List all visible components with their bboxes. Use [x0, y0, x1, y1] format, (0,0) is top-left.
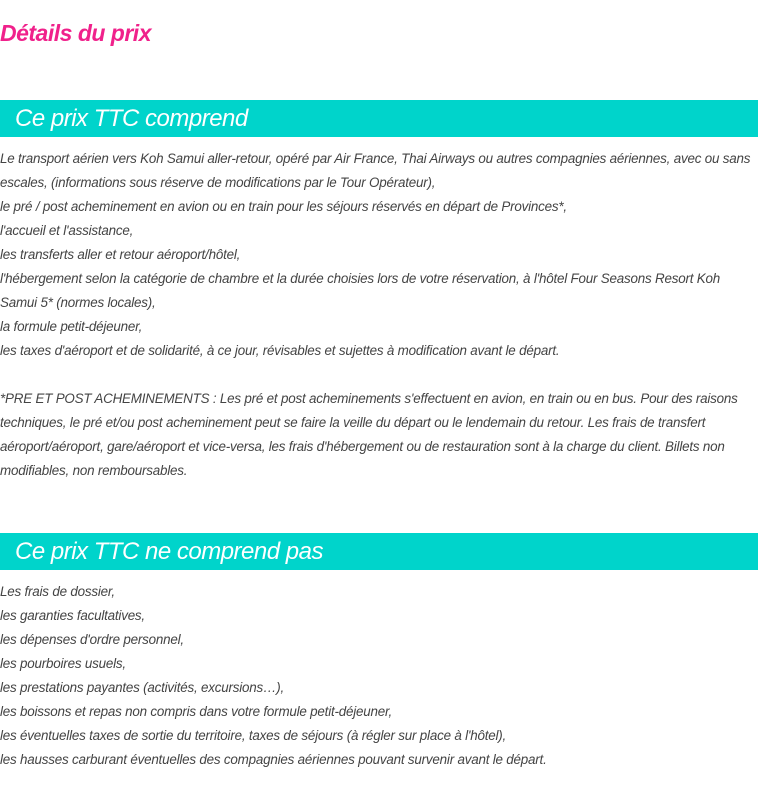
- page-title: Détails du prix: [0, 20, 151, 46]
- list-item: Les frais de dossier,: [0, 584, 115, 599]
- list-item: les boissons et repas non compris dans votre formule petit-déjeuner,: [0, 704, 393, 719]
- list-item: la formule petit-déjeuner,: [0, 319, 143, 334]
- list-item: les éventuelles taxes de sortie du territoire, taxes de séjours (à régler sur place à l'hôtel),: [0, 728, 507, 743]
- excludes-list: [0, 580, 758, 772]
- list-item: les taxes d'aéroport et de solidarité, à ce jour, révisables et sujettes à modification avant le départ.: [0, 343, 560, 358]
- list-item: les pourboires usuels,: [0, 656, 126, 671]
- list-item: les dépenses d'ordre personnel,: [0, 632, 184, 647]
- list-item: le pré / post acheminement en avion ou en train pour les séjours réservés en départ de Provinces*,: [0, 199, 567, 214]
- includes-list: [0, 147, 758, 483]
- list-item: les hausses carburant éventuelles des compagnies aériennes pouvant survenir avant le départ.: [0, 752, 547, 767]
- list-item: les transferts aller et retour aéroport/hôtel,: [0, 247, 241, 262]
- list-item: l'hébergement selon la catégorie de chambre et la durée choisies lors de votre réservation, à l'hôtel Four Seasons Resort Koh Samui 5* (normes locales),: [0, 271, 720, 310]
- includes-heading: Ce prix TTC comprend: [0, 100, 758, 137]
- list-item: l'accueil et l'assistance,: [0, 223, 134, 238]
- list-item: les prestations payantes (activités, excursions…),: [0, 680, 284, 695]
- list-item: les garanties facultatives,: [0, 608, 145, 623]
- excludes-heading: Ce prix TTC ne comprend pas: [0, 533, 758, 570]
- list-item: Le transport aérien vers Koh Samui aller-retour, opéré par Air France, Thai Airways ou autres compagnies aériennes, avec ou sans escales, (informations sous réserve de modifications par le Tour Opérateur),: [0, 151, 751, 190]
- acheminement-note: *PRE ET POST ACHEMINEMENTS : Les pré et post acheminements s'effectuent en avion, en train ou en bus. Pour des raisons techniques, le pré et/ou post acheminement peut se faire la veille du départ ou le lendemain du retour. Les frais de transfert aéroport/aéroport, gare/aéroport et vice-versa, les frais d'hébergement ou de restauration sont à la charge du client. Billets non modifiables, non remboursables.: [0, 391, 738, 478]
